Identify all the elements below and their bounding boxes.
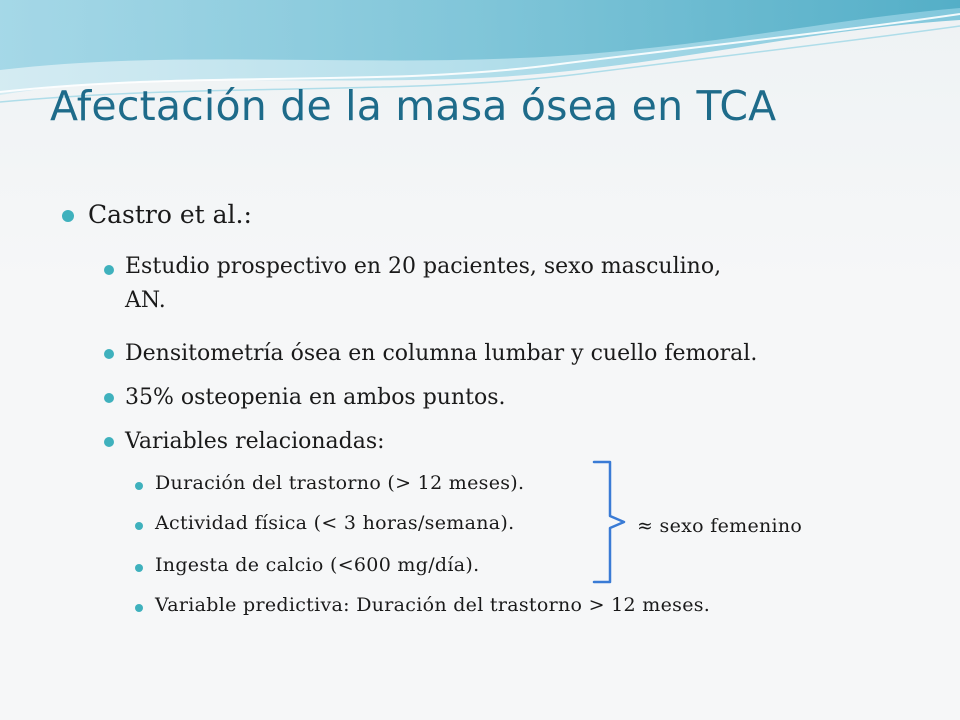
- bullet-dot: [62, 210, 74, 222]
- bullet-dot: [104, 349, 114, 359]
- level2-line: Estudio prospectivo en 20 pacientes, sexo masculino,: [125, 254, 722, 279]
- bullet-dot: [135, 482, 143, 490]
- level2-item: Variables relacionadas:: [125, 429, 385, 454]
- level3-item: Actividad física (< 3 horas/semana).: [155, 512, 515, 534]
- level3-item: Ingesta de calcio (<600 mg/día).: [155, 554, 480, 576]
- right-bracket-icon: [588, 458, 628, 586]
- level3-item: Variable predictiva: Duración del trastorno > 12 meses.: [155, 594, 711, 616]
- level2-line: AN.: [125, 288, 166, 313]
- bullet-dot: [104, 265, 114, 275]
- bullet-dot: [135, 522, 143, 530]
- level2-item: Densitometría ósea en columna lumbar y cuello femoral.: [125, 341, 758, 366]
- level1-item: Castro et al.:: [88, 200, 252, 229]
- bullet-dot: [135, 564, 143, 572]
- bullet-dot: [104, 437, 114, 447]
- level3-item: Duración del trastorno (> 12 meses).: [155, 472, 525, 494]
- slide-title: Afectación de la masa ósea en TCA: [50, 82, 777, 130]
- level2-item: 35% osteopenia en ambos puntos.: [125, 385, 506, 410]
- level2-item: [125, 250, 721, 318]
- bracket-note: ≈ sexo femenino: [637, 515, 803, 537]
- bullet-dot: [135, 604, 143, 612]
- bullet-dot: [104, 393, 114, 403]
